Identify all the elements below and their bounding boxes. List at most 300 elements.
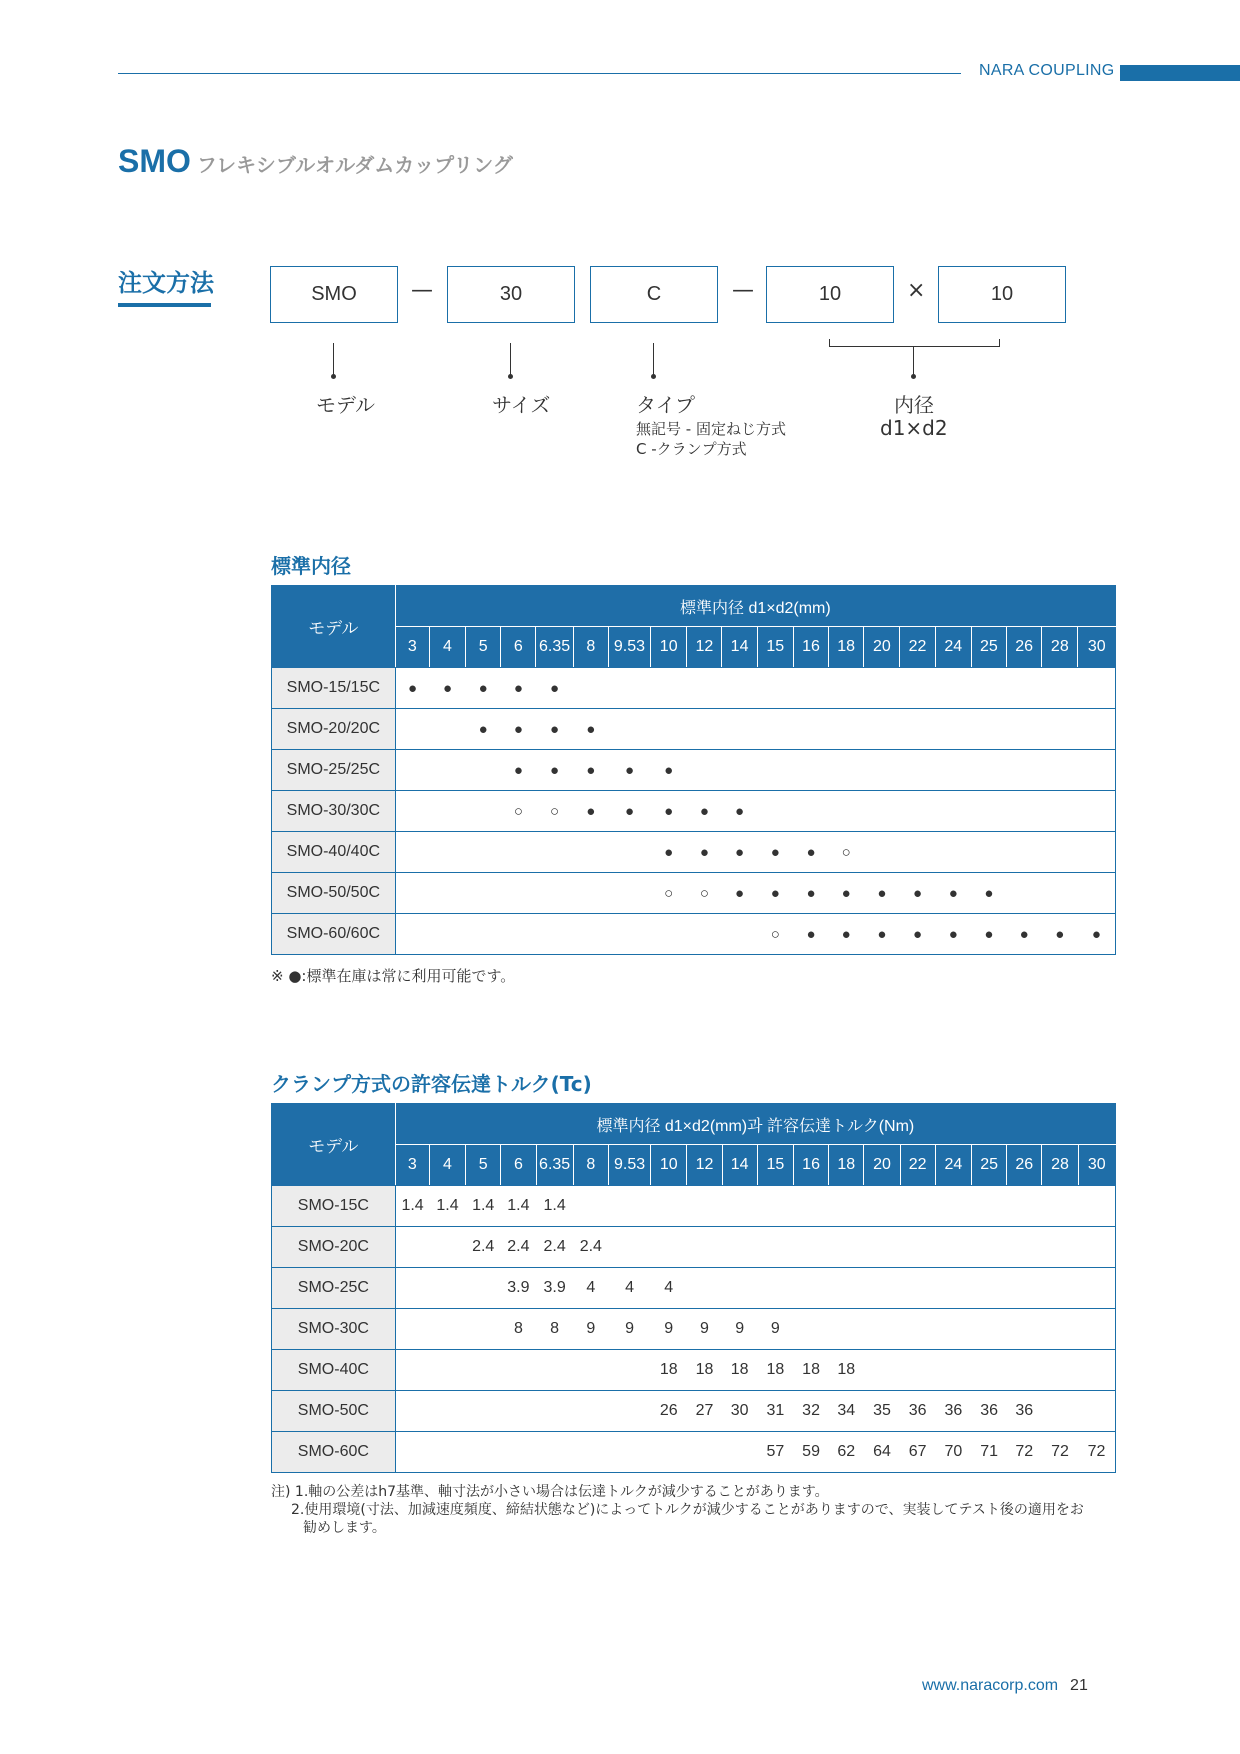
torque-cell — [395, 1268, 429, 1309]
torque-cell: 34 — [829, 1391, 864, 1432]
torque-cell — [829, 1186, 864, 1227]
pointer-dot-size — [508, 374, 513, 379]
torque-cell — [757, 1268, 793, 1309]
torque-cell — [793, 1227, 828, 1268]
bore-cell — [864, 750, 900, 791]
bore-cell — [395, 873, 429, 914]
bore-cell: ● — [900, 914, 935, 955]
torque-cell: 32 — [793, 1391, 828, 1432]
torque-cell — [971, 1350, 1006, 1391]
torque-cell — [429, 1432, 465, 1473]
type-note-setscrew: 無記号 - 固定ねじ方式 — [636, 420, 786, 438]
pointer-line-type — [653, 343, 654, 376]
torque-cell — [687, 1432, 722, 1473]
order-separator: — — [732, 278, 754, 303]
order-separator: — — [411, 278, 433, 303]
torque-col-header: 16 — [793, 1145, 828, 1186]
bore-cell — [1078, 873, 1116, 914]
torque-cell: 18 — [687, 1350, 722, 1391]
torque-table-heading: クランプ方式の許容伝達トルク(Tc) — [271, 1072, 592, 1096]
torque-cell — [1042, 1268, 1078, 1309]
torque-cell: 72 — [1042, 1432, 1078, 1473]
bore-cell: ● — [971, 873, 1006, 914]
bore-cell — [608, 873, 650, 914]
bore-cell: ● — [466, 668, 501, 709]
order-method-heading: 注文方法 — [118, 269, 214, 297]
bore-cell — [1007, 750, 1042, 791]
bore-cell — [1042, 791, 1078, 832]
torque-cell: 36 — [935, 1391, 971, 1432]
torque-cell: 30 — [722, 1391, 757, 1432]
torque-cell — [935, 1268, 971, 1309]
torque-cell — [651, 1186, 687, 1227]
table-row — [272, 668, 1116, 709]
bore-cell — [1078, 709, 1116, 750]
bore-cell — [722, 668, 757, 709]
bore-cell — [608, 914, 650, 955]
torque-cell — [864, 1186, 900, 1227]
torque-cell: 36 — [900, 1391, 935, 1432]
torque-cell: 9 — [687, 1309, 722, 1350]
torque-col-header: 4 — [429, 1145, 465, 1186]
torque-cell: 1.4 — [395, 1186, 429, 1227]
bore-row-model: SMO-15/15C — [272, 668, 396, 709]
torque-cell — [900, 1227, 935, 1268]
bore-col-header: 12 — [687, 627, 722, 668]
torque-cell — [864, 1227, 900, 1268]
torque-cell: 36 — [971, 1391, 1006, 1432]
torque-cell: 36 — [1007, 1391, 1042, 1432]
bore-cell — [687, 668, 722, 709]
bore-col-header: 15 — [757, 627, 793, 668]
torque-cell — [466, 1391, 501, 1432]
bore-cell: ● — [757, 832, 793, 873]
torque-cell — [1007, 1186, 1042, 1227]
torque-cell: 9 — [651, 1309, 687, 1350]
bore-cell: ● — [573, 750, 608, 791]
bore-span-header: 標準内径 d1×d2(mm) — [395, 586, 1115, 627]
bore-cell — [900, 791, 935, 832]
torque-cell: 1.4 — [536, 1186, 573, 1227]
footer-url[interactable]: www.naracorp.com — [922, 1677, 1059, 1694]
bore-col-header: 24 — [935, 627, 971, 668]
bore-cell: ● — [608, 791, 650, 832]
torque-cell — [1078, 1268, 1115, 1309]
torque-cell — [1078, 1227, 1115, 1268]
bore-col-header: 4 — [429, 627, 465, 668]
torque-cell — [793, 1309, 828, 1350]
bore-cell: ● — [1078, 914, 1116, 955]
torque-cell — [1042, 1391, 1078, 1432]
bore-cell — [935, 668, 971, 709]
torque-cell — [429, 1227, 465, 1268]
pointer-dot-model — [331, 374, 336, 379]
bore-cell: ● — [651, 791, 687, 832]
order-times-sign: × — [907, 278, 926, 303]
torque-cell — [722, 1432, 757, 1473]
bore-cell — [501, 873, 536, 914]
bore-cell — [1042, 832, 1078, 873]
torque-cell: 4 — [651, 1268, 687, 1309]
torque-cell — [971, 1186, 1006, 1227]
label-bore-formula: d1×d2 — [880, 416, 948, 440]
bore-cell — [608, 668, 650, 709]
torque-col-header: 6 — [501, 1145, 536, 1186]
bore-cell — [1007, 791, 1042, 832]
torque-cell — [466, 1309, 501, 1350]
bore-cell — [395, 750, 429, 791]
torque-cell: 70 — [935, 1432, 971, 1473]
bore-col-header: 28 — [1042, 627, 1078, 668]
torque-cell — [1042, 1350, 1078, 1391]
bore-cell: ● — [687, 791, 722, 832]
torque-cell — [687, 1268, 722, 1309]
order-heading-underline — [118, 303, 211, 307]
bore-cell — [466, 914, 501, 955]
table-row — [272, 1350, 1116, 1391]
torque-cell: 4 — [608, 1268, 650, 1309]
torque-cell — [935, 1309, 971, 1350]
bore-cell: ● — [864, 873, 900, 914]
torque-cell — [429, 1268, 465, 1309]
torque-col-header: 20 — [864, 1145, 900, 1186]
torque-cell — [651, 1227, 687, 1268]
order-box-size: 30 — [447, 266, 575, 323]
bore-cell: ● — [864, 914, 900, 955]
bore-col-header: 5 — [466, 627, 501, 668]
torque-cell: 4 — [573, 1268, 608, 1309]
torque-cell: 18 — [651, 1350, 687, 1391]
bore-cell: ○ — [687, 873, 722, 914]
torque-cell — [1007, 1227, 1042, 1268]
torque-note-2: 2.使用環境(寸法、加減速度頻度、締結状態など)によってトルクが減少することがありますので、実装してテスト後の適用をお — [291, 1502, 1084, 1518]
bore-cell: ● — [757, 873, 793, 914]
torque-cell: 27 — [687, 1391, 722, 1432]
bore-col-header: 16 — [793, 627, 828, 668]
label-bore: 内径 — [894, 393, 934, 417]
bore-cell: ● — [722, 791, 757, 832]
bore-cell — [1042, 709, 1078, 750]
label-type: タイプ — [636, 393, 695, 417]
torque-cell — [573, 1391, 608, 1432]
bore-cell — [971, 791, 1006, 832]
torque-cell: 62 — [829, 1432, 864, 1473]
torque-cell — [935, 1186, 971, 1227]
torque-cell — [573, 1432, 608, 1473]
torque-cell: 71 — [971, 1432, 1006, 1473]
bore-cell: ○ — [757, 914, 793, 955]
bore-cell — [536, 914, 573, 955]
torque-cell: 31 — [757, 1391, 793, 1432]
bore-row-model: SMO-30/30C — [272, 791, 396, 832]
torque-col-header: 28 — [1042, 1145, 1078, 1186]
torque-cell: 9 — [757, 1309, 793, 1350]
bore-cell: ● — [829, 873, 864, 914]
torque-cell — [651, 1432, 687, 1473]
table-row — [272, 709, 1116, 750]
torque-col-header: 18 — [829, 1145, 864, 1186]
torque-cell: 18 — [829, 1350, 864, 1391]
torque-span-header: 標準内径 d1×d2(mm)과 許容伝達トルク(Nm) — [395, 1104, 1115, 1145]
bore-cell — [1042, 873, 1078, 914]
bore-table-note: ※ ●:標準在庫は常に利用可能です。 — [271, 967, 516, 985]
torque-cell: 9 — [722, 1309, 757, 1350]
torque-col-header: 22 — [900, 1145, 935, 1186]
torque-cell — [501, 1391, 536, 1432]
bore-cell: ● — [829, 914, 864, 955]
torque-cell — [829, 1309, 864, 1350]
bore-cell — [829, 668, 864, 709]
footer — [922, 1677, 1088, 1695]
bore-col-header: 9.53 — [608, 627, 650, 668]
bore-row-model: SMO-50/50C — [272, 873, 396, 914]
bore-cell: ○ — [829, 832, 864, 873]
torque-cell — [687, 1227, 722, 1268]
bore-cell — [1007, 709, 1042, 750]
torque-cell — [1007, 1309, 1042, 1350]
bore-cell — [651, 914, 687, 955]
bore-cell — [429, 791, 465, 832]
torque-cell — [757, 1186, 793, 1227]
bore-col-header: 18 — [829, 627, 864, 668]
torque-cell — [722, 1227, 757, 1268]
bore-cell — [900, 832, 935, 873]
torque-cell — [793, 1186, 828, 1227]
bore-cell: ● — [466, 709, 501, 750]
bore-cell — [429, 914, 465, 955]
torque-cell: 72 — [1078, 1432, 1115, 1473]
torque-cell — [395, 1391, 429, 1432]
torque-cell: 64 — [864, 1432, 900, 1473]
torque-cell: 72 — [1007, 1432, 1042, 1473]
product-name: フレキシブルオルダムカップリング — [196, 153, 513, 177]
torque-col-header: 25 — [971, 1145, 1006, 1186]
bore-cell — [722, 914, 757, 955]
label-model: モデル — [316, 393, 375, 417]
torque-cell: 9 — [573, 1309, 608, 1350]
bore-cell: ○ — [501, 791, 536, 832]
torque-cell: 8 — [536, 1309, 573, 1350]
torque-cell — [1007, 1350, 1042, 1391]
bore-cell — [864, 709, 900, 750]
torque-cell: 59 — [793, 1432, 828, 1473]
torque-cell — [900, 1268, 935, 1309]
torque-cell — [573, 1186, 608, 1227]
bore-cell — [971, 832, 1006, 873]
torque-row-model: SMO-40C — [272, 1350, 396, 1391]
bore-cell — [608, 832, 650, 873]
torque-cell — [864, 1350, 900, 1391]
bore-cell: ● — [722, 873, 757, 914]
bore-cell — [757, 668, 793, 709]
bore-cell — [1078, 750, 1116, 791]
torque-cell: 18 — [757, 1350, 793, 1391]
brand-label: NARA COUPLING — [979, 62, 1115, 79]
order-box-type: C — [590, 266, 718, 323]
bore-col-header: 8 — [573, 627, 608, 668]
bore-cell: ● — [935, 873, 971, 914]
pointer-dot-type — [651, 374, 656, 379]
bore-cell: ● — [501, 709, 536, 750]
torque-col-header: 8 — [573, 1145, 608, 1186]
bore-cell — [687, 914, 722, 955]
torque-cell — [466, 1268, 501, 1309]
table-row — [272, 750, 1116, 791]
torque-cell — [829, 1227, 864, 1268]
bore-cell — [466, 832, 501, 873]
torque-cell: 1.4 — [501, 1186, 536, 1227]
bore-cell — [935, 750, 971, 791]
bore-cell — [793, 709, 828, 750]
torque-cell — [608, 1350, 650, 1391]
torque-table — [271, 1103, 1116, 1473]
bore-cell — [757, 709, 793, 750]
bore-cell — [429, 709, 465, 750]
bore-cell — [429, 750, 465, 791]
torque-cell — [536, 1391, 573, 1432]
bore-cell — [1007, 832, 1042, 873]
bore-cell: ○ — [651, 873, 687, 914]
torque-col-header: 9.53 — [608, 1145, 650, 1186]
torque-cell: 35 — [864, 1391, 900, 1432]
bore-cell: ● — [395, 668, 429, 709]
bore-row-model: SMO-60/60C — [272, 914, 396, 955]
page-number: 21 — [1070, 1677, 1088, 1694]
pointer-line-size — [510, 343, 511, 376]
torque-cell — [793, 1268, 828, 1309]
torque-col-header: 26 — [1007, 1145, 1042, 1186]
torque-cell — [466, 1350, 501, 1391]
torque-cell — [722, 1268, 757, 1309]
torque-col-header: 24 — [935, 1145, 971, 1186]
torque-cell — [864, 1309, 900, 1350]
torque-cell — [1042, 1186, 1078, 1227]
table-row — [272, 832, 1116, 873]
torque-col-header: 30 — [1078, 1145, 1115, 1186]
torque-cell: 3.9 — [501, 1268, 536, 1309]
bore-cell — [1078, 832, 1116, 873]
bore-cell — [900, 709, 935, 750]
bore-col-header: 3 — [395, 627, 429, 668]
torque-cell: 2.4 — [573, 1227, 608, 1268]
bore-cell — [466, 873, 501, 914]
torque-cell — [608, 1432, 650, 1473]
torque-cell: 18 — [793, 1350, 828, 1391]
bore-col-header: 20 — [864, 627, 900, 668]
torque-col-header: 5 — [466, 1145, 501, 1186]
torque-cell: 2.4 — [466, 1227, 501, 1268]
torque-cell — [900, 1350, 935, 1391]
bore-cell — [864, 791, 900, 832]
torque-cell — [1042, 1227, 1078, 1268]
torque-cell — [687, 1186, 722, 1227]
torque-cell — [501, 1350, 536, 1391]
torque-cell — [573, 1350, 608, 1391]
torque-cell — [971, 1268, 1006, 1309]
bore-cell — [793, 750, 828, 791]
type-note-clamp: C -クランプ方式 — [636, 440, 747, 458]
torque-cell — [608, 1391, 650, 1432]
bore-row-model: SMO-40/40C — [272, 832, 396, 873]
torque-col-header: 6.35 — [536, 1145, 573, 1186]
table-row — [272, 914, 1116, 955]
bore-cell — [395, 709, 429, 750]
order-box-model: SMO — [270, 266, 398, 323]
pointer-dot-bore — [911, 374, 916, 379]
bore-cell: ● — [536, 709, 573, 750]
torque-cell — [608, 1186, 650, 1227]
torque-cell — [900, 1186, 935, 1227]
table-row — [272, 1432, 1116, 1473]
bore-cell: ● — [971, 914, 1006, 955]
torque-row-model: SMO-25C — [272, 1268, 396, 1309]
torque-cell — [501, 1432, 536, 1473]
table-row — [272, 791, 1116, 832]
bore-cell — [722, 750, 757, 791]
torque-model-header: モデル — [272, 1104, 396, 1186]
bore-cell — [971, 750, 1006, 791]
torque-cell — [395, 1432, 429, 1473]
bore-cell: ● — [1042, 914, 1078, 955]
torque-row-model: SMO-15C — [272, 1186, 396, 1227]
bore-cell: ● — [429, 668, 465, 709]
torque-cell — [1042, 1309, 1078, 1350]
torque-cell — [466, 1432, 501, 1473]
torque-cell — [608, 1227, 650, 1268]
torque-cell — [757, 1227, 793, 1268]
torque-row-model: SMO-60C — [272, 1432, 396, 1473]
torque-cell — [935, 1350, 971, 1391]
bore-cell — [1042, 750, 1078, 791]
bore-cell — [757, 791, 793, 832]
order-box-d1: 10 — [766, 266, 894, 323]
pointer-line-model — [333, 343, 334, 376]
bore-cell — [429, 832, 465, 873]
torque-cell: 9 — [608, 1309, 650, 1350]
torque-cell — [429, 1309, 465, 1350]
bore-cell: ● — [935, 914, 971, 955]
torque-cell: 67 — [900, 1432, 935, 1473]
label-size: サイズ — [492, 393, 551, 417]
bore-cell: ● — [573, 709, 608, 750]
bore-table — [271, 585, 1116, 955]
bore-cell — [1078, 668, 1116, 709]
torque-cell: 57 — [757, 1432, 793, 1473]
torque-cell: 2.4 — [501, 1227, 536, 1268]
torque-cell — [722, 1186, 757, 1227]
torque-cell: 1.4 — [466, 1186, 501, 1227]
torque-cell: 2.4 — [536, 1227, 573, 1268]
torque-cell — [1007, 1268, 1042, 1309]
bore-cell — [722, 709, 757, 750]
bore-cell — [971, 709, 1006, 750]
bore-col-header: 6 — [501, 627, 536, 668]
torque-cell — [429, 1391, 465, 1432]
bore-cell — [395, 832, 429, 873]
torque-cell — [1078, 1186, 1115, 1227]
bore-cell — [757, 750, 793, 791]
bore-cell — [793, 791, 828, 832]
torque-col-header: 14 — [722, 1145, 757, 1186]
bore-cell — [864, 832, 900, 873]
order-box-d2: 10 — [938, 266, 1066, 323]
torque-row-model: SMO-20C — [272, 1227, 396, 1268]
bore-cell: ● — [687, 832, 722, 873]
bore-cell — [536, 873, 573, 914]
torque-cell — [536, 1350, 573, 1391]
torque-cell: 26 — [651, 1391, 687, 1432]
torque-cell — [829, 1268, 864, 1309]
